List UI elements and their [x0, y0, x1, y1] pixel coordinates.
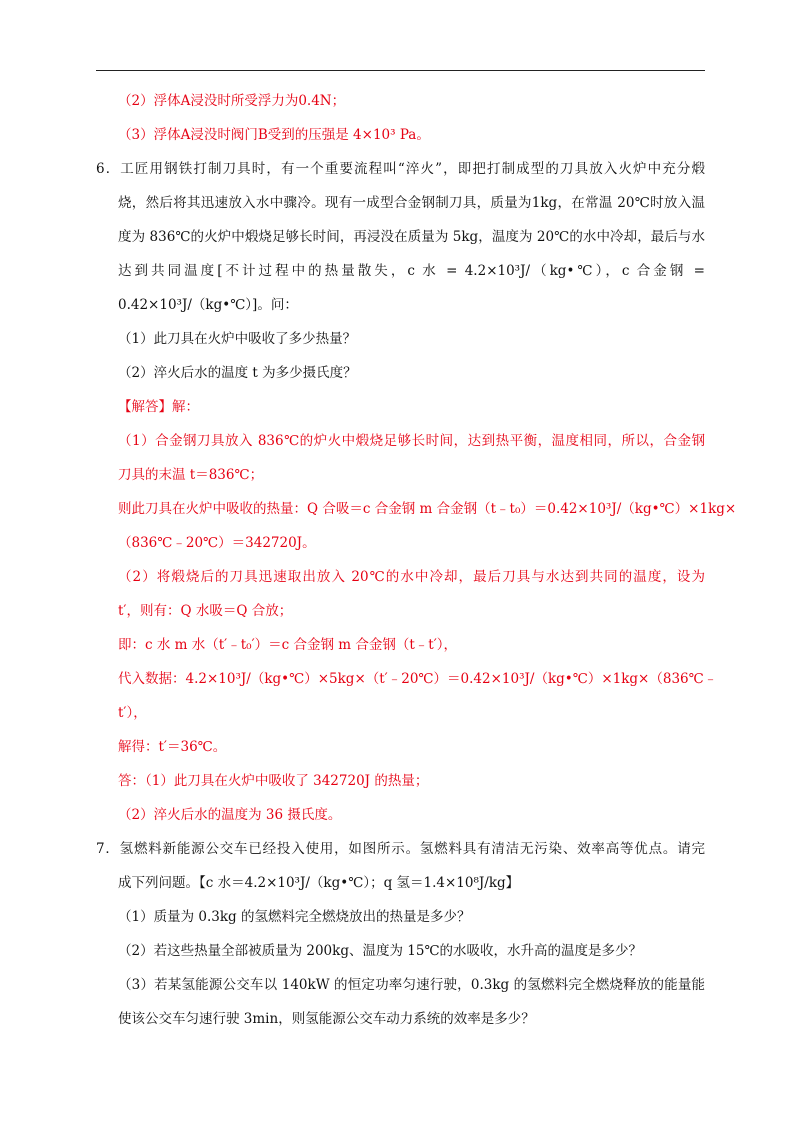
- solution-line: （1）合金钢刀具放入 836℃的炉火中煅烧足够长时间，达到热平衡，温度相同，所以，合金钢: [118, 433, 705, 449]
- solution-line: （2）将煅烧后的刀具迅速取出放入 20℃的水中冷却，最后刀具与水达到共同的温度，设为: [118, 569, 705, 585]
- header-rule: [96, 70, 705, 71]
- question-6-line: 度为 836℃的火炉中煅烧足够长时间，再浸没在质量为 5kg，温度为 20℃的水中冷却，最后与水: [118, 229, 705, 245]
- question-7-line: 使该公交车匀速行驶 3min，则氢能源公交车动力系统的效率是多少？: [118, 1011, 535, 1027]
- question-6-line: 烧，然后将其迅速放入水中骤冷。现有一成型合金钢制刀具，质量为1kg，在常温 20℃时放入温: [118, 195, 705, 211]
- solution-heading: 【解答】解：: [118, 399, 199, 415]
- solution-line: 解得：t′＝36℃。: [118, 739, 227, 755]
- question-7-sub-3: （3）若某氢能源公交车以 140kW 的恒定功率匀速行驶，0.3kg 的氢燃料完全燃烧释放的能量能: [118, 977, 705, 993]
- question-6-sub-1: （1）此刀具在火炉中吸收了多少热量？: [118, 331, 357, 347]
- question-6-sub-2: （2）淬火后水的温度 t 为多少摄氏度？: [118, 365, 357, 381]
- answer-summary-2: （2）淬火后水的温度为 36 摄氏度。: [118, 807, 342, 823]
- question-6-line: 0.42×10³J/（kg•℃）]。问：: [118, 297, 298, 313]
- solution-line: （836℃﹣20℃）＝342720J。: [118, 535, 316, 551]
- question-6-stem: 6．工匠用钢铁打制刀具时，有一个重要流程叫“淬火”，即把打制成型的刀具放入火炉中充分煅: [96, 161, 705, 177]
- solution-line: t′），: [118, 705, 147, 721]
- question-7-sub-1: （1）质量为 0.3kg 的氢燃料完全燃烧放出的热量是多少？: [118, 909, 471, 925]
- answer-line-3: （3）浮体A浸没时阀门B受到的压强是 4×10³ Pa。: [118, 127, 430, 143]
- solution-line: 即：c 水 m 水（t′﹣t₀′）＝c 合金钢 m 合金钢（t﹣t′），: [118, 637, 458, 653]
- question-7-sub-2: （2）若这些热量全部被质量为 200kg、温度为 15℃的水吸收，水升高的温度是多少？: [118, 943, 643, 959]
- question-7-stem: 7．氢燃料新能源公交车已经投入使用，如图所示。氢燃料具有清洁无污染、效率高等优点。请完: [96, 841, 705, 857]
- answer-summary-1: 答：（1）此刀具在火炉中吸收了 342720J 的热量；: [118, 773, 429, 789]
- solution-line: 则此刀具在火炉中吸收的热量：Q 合吸＝c 合金钢 m 合金钢（t﹣t₀）＝0.42×10³J/（kg•℃）×1kg×: [118, 501, 737, 517]
- answer-line-2: （2）浮体A浸没时所受浮力为0.4N；: [118, 93, 346, 109]
- question-6-line: 达到共同温度[不计过程中的热量散失，c 水 = 4.2×10³J/（kg•℃），c 合金钢 =: [118, 263, 705, 279]
- solution-line: t′，则有：Q 水吸＝Q 合放；: [118, 603, 293, 619]
- solution-line: 代入数据：4.2×10³J/（kg•℃）×5kg×（t′﹣20℃）＝0.42×10³J/（kg•℃）×1kg×（836℃﹣: [118, 671, 718, 687]
- solution-line: 刀具的末温 t＝836℃；: [118, 467, 264, 483]
- question-7-line: 成下列问题。【c 水＝4.2×10³J/（kg•℃）；q 氢＝1.4×10⁸J/kg】: [118, 875, 520, 891]
